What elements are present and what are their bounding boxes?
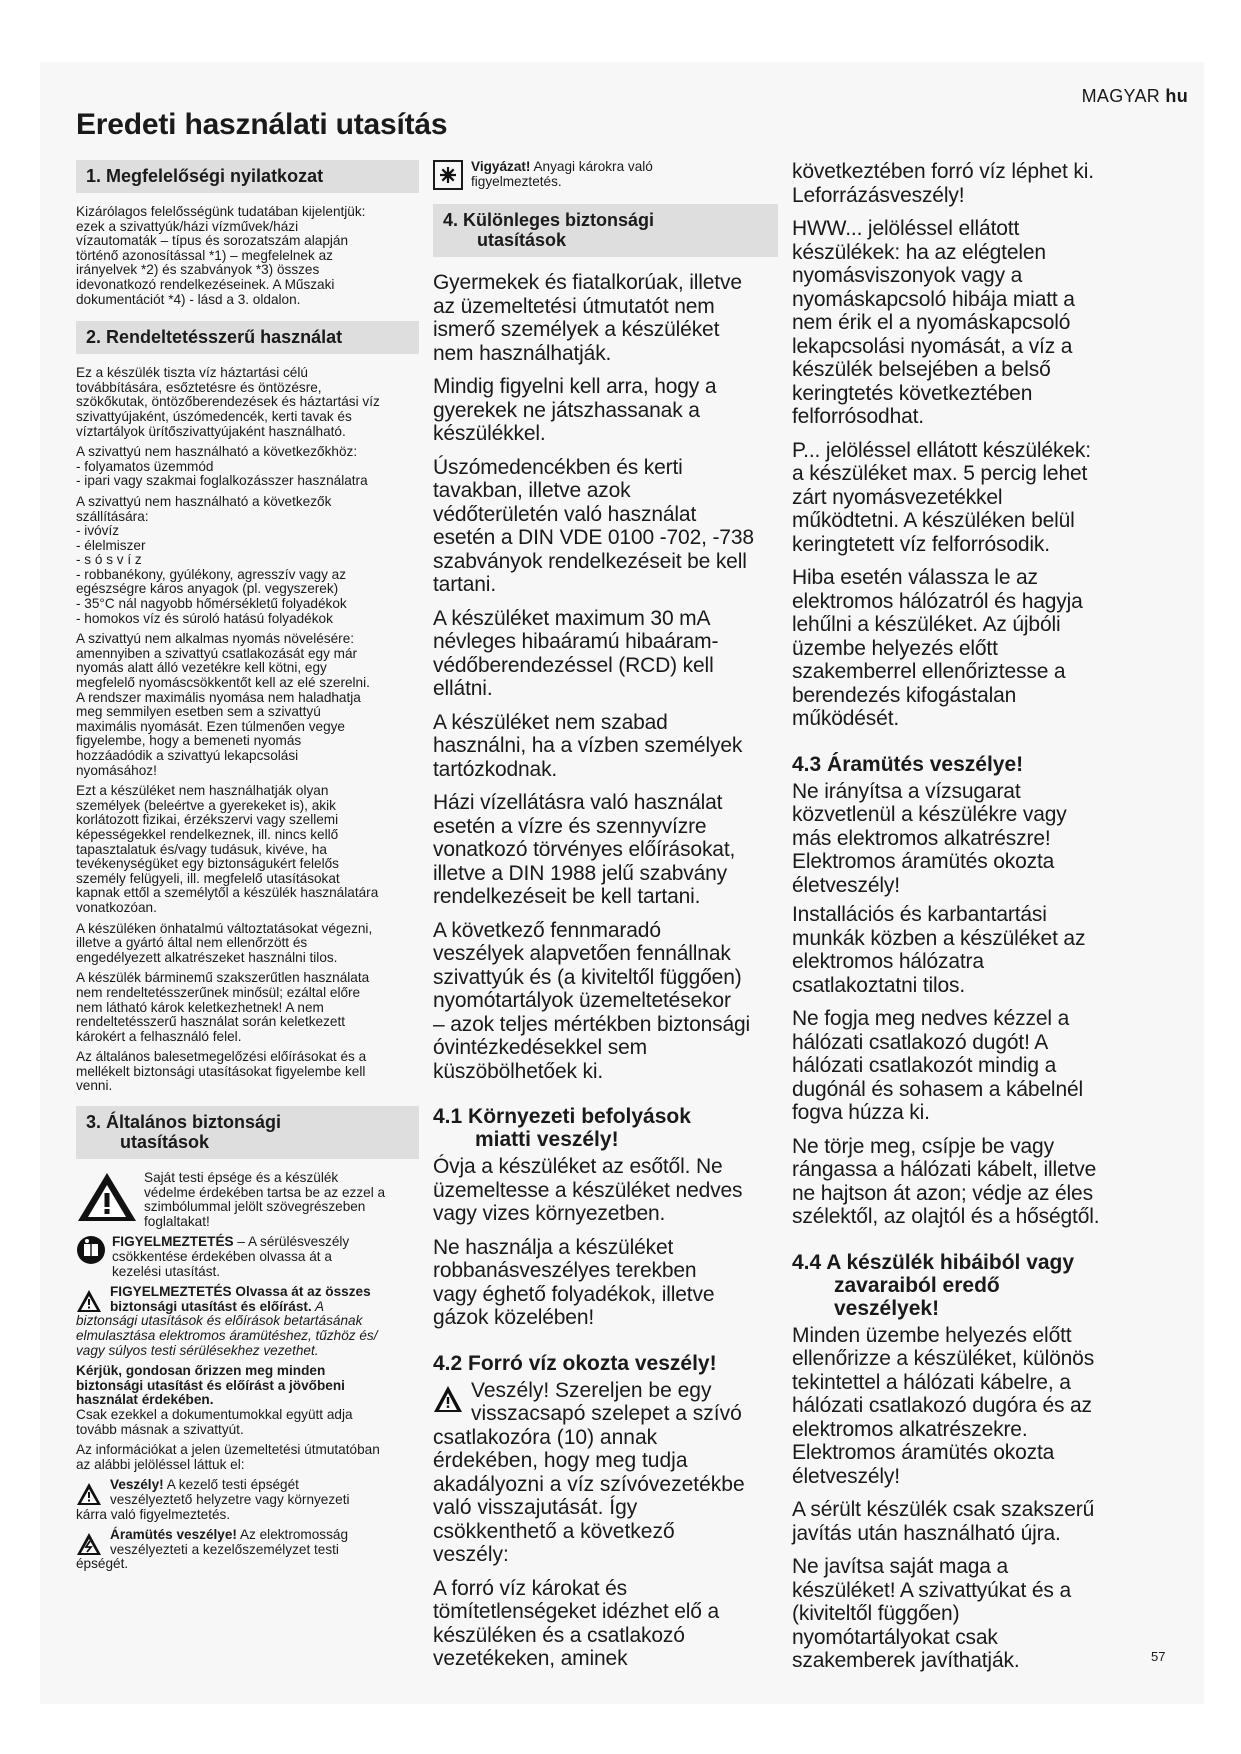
text-line: az üzemeltetési útmutatót nem xyxy=(433,294,715,318)
text-line: Elektromos áramütés okozta xyxy=(792,850,1055,873)
text-line: csatlakozóra (10) annak xyxy=(433,1425,658,1449)
text-line: védelme érdekében tartsa be az ezzel a xyxy=(144,1184,386,1200)
text-line: rendelkezéseit be kell tartani. xyxy=(433,885,701,908)
text-line: berendezés kifogástalan xyxy=(792,683,1017,707)
text-line: Kérjük, gondosan őrizzen meg minden xyxy=(76,1363,326,1379)
text-line: közvetlenül a készülékre vagy xyxy=(792,803,1067,826)
text-line: A készüléket maximum 30 mA xyxy=(433,606,711,630)
text-line: használni, ha a vízben személyek xyxy=(433,734,743,757)
text-line: szélektől, az olajtól és a hőségtől. xyxy=(792,1205,1100,1228)
text-line: Ezt a készüléket nem használhatják olyan xyxy=(76,783,329,799)
text-line: szakemberrel ellenőriztesse a xyxy=(792,660,1066,683)
text-line: javítás után használható újra. xyxy=(792,1521,1061,1545)
text-line: szökőkutak, öntözőberendezések és háztartási víz xyxy=(76,394,380,410)
text-line: - élelmiszer xyxy=(76,537,146,553)
text-line: amennyiben a szivattyú csatlakozását egy már xyxy=(76,645,358,661)
text-line: ezek a szivattyúk/házi vízművek/házi xyxy=(76,218,299,234)
text-line: ellenőrizze a készüléket, különös xyxy=(792,1347,1095,1370)
text-line: tapasztalatuk és/vagy tudásuk, kivéve, ha xyxy=(76,841,327,857)
text-line: nyomásviszonyok vagy a xyxy=(792,264,1023,287)
text-line: szállítására: xyxy=(76,508,149,524)
text-line: Gyermekek és fiatalkorúak, illetve xyxy=(433,271,742,294)
section-2-para-7 xyxy=(76,971,419,1044)
text-line: vagy vizes környezetben. xyxy=(433,1202,666,1225)
text-line: üzemeltesse a készüléket nedves xyxy=(433,1178,743,1202)
text-line: szivattyúk és (a kiviteltől függően) xyxy=(433,965,742,989)
danger-legend: Veszély! A kezelő testi épségét veszélyeztető helyzetre vagy környezeti kárra való figyelmeztetés. xyxy=(76,1477,350,1522)
c3-para-10 xyxy=(792,1498,1137,1545)
text-line: (kiviteltől függően) xyxy=(792,1602,960,1625)
text-line: venni. xyxy=(76,1078,113,1094)
read-manual-row: FIGYELMEZTETÉS – A sérülésveszély csökkentése érdekében olvassa át a kezelési utasítást. xyxy=(76,1235,419,1279)
text-line: robbanásveszélyes terekben xyxy=(433,1259,697,1282)
text-line: - s ó s v í z xyxy=(76,552,142,568)
text-line: tekintettel a hálózati kábelre, a xyxy=(792,1370,1071,1394)
caution-box-icon xyxy=(433,160,463,190)
text-line: Ne fogja meg nedves kézzel a xyxy=(792,1007,1070,1030)
text-line: - ipari vagy szakmai foglalkozásszer használatra xyxy=(76,473,368,489)
text-line: szivattyújaként, úszómedencék, kerti tavak és xyxy=(76,408,352,424)
text-line: esetén a DIN VDE 0100 -702, -738 xyxy=(433,526,754,549)
section-2-para-3 xyxy=(76,495,419,626)
text-line: HWW... jelöléssel ellátott xyxy=(792,217,1020,240)
text-line: Elektromos áramütés okozta xyxy=(792,1441,1055,1464)
text-line: hálózati csatlakozót mindig a xyxy=(792,1054,1057,1077)
s4-para-5 xyxy=(433,711,778,782)
text-line: A készülék bárminemű szakszerűtlen használata xyxy=(76,970,370,986)
text-line: Csak ezekkel a dokumentumokkal együtt adja xyxy=(76,1406,353,1422)
text-line: tartani. xyxy=(433,573,496,596)
text-line: üzembe helyezés előtt xyxy=(792,636,998,660)
text-line: személy felügyeli, ill. megfelelő utasításokat xyxy=(76,870,340,886)
text-line: A rendszer maximális nyomása nem haladhatja xyxy=(76,689,361,705)
text-line: P... jelöléssel ellátott készülékek: xyxy=(792,438,1091,462)
text-line: ne hajtson át azon; védje az éles xyxy=(792,1181,1093,1205)
text-line: továbbítására, esőztetésre és öntözésre, xyxy=(76,379,322,395)
text-line: tovább másnak a szivattyút. xyxy=(76,1421,244,1437)
c3-para-4 xyxy=(792,566,1137,731)
text-line: nyomásához! xyxy=(76,762,157,778)
text-line: védőberendezéssel (RCD) kell xyxy=(433,653,714,677)
text-line: A szivattyú nem alkalmas nyomás növelésére: xyxy=(76,631,355,647)
column-1 xyxy=(76,160,419,1578)
text-line: engedélyezett alkatrészeket használni tilos. xyxy=(76,949,338,965)
s41-para-2 xyxy=(433,1236,778,1330)
text-line: Úszómedencékben és kerti xyxy=(433,455,683,479)
text-line: más elektromos alkatrészre! xyxy=(792,826,1051,850)
heading-4-1: 4.1 Környezeti befolyások miatti veszély! xyxy=(433,1105,691,1151)
text-line: elektromos alkatrészekre. xyxy=(792,1417,1028,1441)
s4-para-3 xyxy=(433,456,778,597)
keep-instructions xyxy=(76,1364,419,1408)
heading-4-3: 4.3 Áramütés veszélye! xyxy=(792,752,1024,776)
text-line: - folyamatos üzemmód xyxy=(76,458,214,474)
text-line: való visszajutását. Így xyxy=(433,1496,638,1519)
text-line: tevékenységüket egy biztonságukért felelős xyxy=(76,856,339,872)
s4-para-7 xyxy=(433,919,778,1084)
text-line: A sérült készülék csak szakszerű xyxy=(792,1498,1095,1521)
text-line: Hiba esetén válassza le az xyxy=(792,566,1038,589)
text-line: hálózati csatlakozó dugóra és az xyxy=(792,1394,1092,1417)
text-line: szakemberek javíthatják. xyxy=(792,1649,1020,1672)
language-label: MAGYAR hu xyxy=(1081,86,1188,106)
text-line: csökkenthető a következő xyxy=(433,1519,675,1543)
text-line: figyelembe, hogy a bemeneti nyomás xyxy=(76,733,302,749)
section-2-para-1 xyxy=(76,366,419,439)
text-line: tartózkodnak. xyxy=(433,757,558,781)
c3-para-1 xyxy=(792,160,1137,207)
text-line: küszöbölhetőek ki. xyxy=(433,1059,604,1083)
text-line: tavakban, illetve azok xyxy=(433,479,631,502)
text-line: veszély: xyxy=(433,1543,509,1566)
text-line: mellékelt biztonsági utasításokat figyelembe kell xyxy=(76,1063,366,1079)
text-line: illetve a DIN 1988 jelű szabvány xyxy=(433,861,728,885)
text-line: Kizárólagos felelősségünk tudatában kijelentjük: xyxy=(76,204,366,219)
heading-4-4: 4.4 A készülék hibáiból vagy zavaraiból eredő veszélyek! xyxy=(792,1250,1075,1320)
text-line: meg semmilyen esetben sem a szivattyú xyxy=(76,704,321,720)
warning-triangle-icon xyxy=(76,1482,102,1506)
text-line: biztonsági utasítások és előírások betartásának xyxy=(76,1313,363,1329)
text-line: vezetékeken, aminek xyxy=(433,1647,628,1670)
text-line: nem használhatják. xyxy=(433,341,612,365)
text-line: dugónál és sohasem a kábelnél xyxy=(792,1077,1084,1101)
section-2-para-6 xyxy=(76,922,419,966)
text-line: A készüléken önhatalmú változtatásokat végezni, xyxy=(76,920,373,936)
text-line: nem látható károk keletkezhetnek! A nem xyxy=(76,999,324,1015)
section-2-heading: 2. Rendeltetésszerű használat xyxy=(76,321,419,354)
c3-para-6 xyxy=(792,903,1137,997)
s4-para-1 xyxy=(433,271,778,365)
text-line: Mindig figyelni kell arra, hogy a xyxy=(433,375,717,398)
text-line: nem rendeltetésszerűnek minősül; ezáltal előre xyxy=(76,984,361,1000)
text-line: készüléken és a csatlakozó xyxy=(433,1623,685,1647)
electric-hazard-icon xyxy=(76,1532,102,1556)
section-2-para-8 xyxy=(76,1050,419,1094)
text-line: tömítetlenségeket idézhet elő a xyxy=(433,1600,720,1623)
text-line: veszélyek alapvetően fennállnak xyxy=(433,942,731,965)
text-line: egészségre káros anyagok (pl. vegyszerek) xyxy=(76,581,339,597)
text-line: megfelelő nyomáscsökkentőt kell az elé szerelni. xyxy=(76,675,370,691)
column-3 xyxy=(792,160,1137,1683)
heading-4-2: 4.2 Forró víz okozta veszély! xyxy=(433,1351,717,1375)
text-line: foglaltakat! xyxy=(144,1213,210,1229)
text-line: Ne használja a készüléket xyxy=(433,1235,674,1259)
text-line: Ne irányítsa a vízsugarat xyxy=(792,779,1021,803)
text-line: Installációs és karbantartási xyxy=(792,903,1047,926)
text-line: elektromos hálózatról és hagyja xyxy=(792,589,1083,613)
text-line: vagy súlyos testi sérülésekhez vezethet. xyxy=(76,1342,319,1358)
text-line: A szivattyú nem használható a következők xyxy=(76,493,332,509)
s4-para-4 xyxy=(433,607,778,701)
text-line: vonatkozóan. xyxy=(76,899,157,915)
text-line: - 35°C nál nagyobb hőmérsékletű folyadékok xyxy=(76,596,347,612)
text-line: képességekkel rendelkeznek, ill. nincs kellő xyxy=(76,826,339,842)
c3-para-7 xyxy=(792,1007,1137,1125)
text-line: használat érdekében. xyxy=(76,1392,214,1408)
text-line: következtében forró víz léphet ki. xyxy=(792,160,1094,183)
warning-triangle-icon xyxy=(76,1171,138,1223)
text-line: lekapcsolási nyomását, a víz a xyxy=(792,334,1073,358)
text-line: hálózati csatlakozó dugót! A xyxy=(792,1030,1049,1054)
text-line: A készüléket nem szabad xyxy=(433,710,668,734)
text-line: Ne javítsa saját maga a xyxy=(792,1555,1008,1578)
s4-para-6 xyxy=(433,791,778,909)
text-line: hozzáadódik a szivattyú lekapcsolási xyxy=(76,748,299,763)
text-line: - robbanékony, gyúlékony, agresszív vagy az xyxy=(76,566,347,582)
text-line: akadályozni a víz szívóvezetékbe xyxy=(433,1472,745,1496)
caution-note: Vigyázat! Anyagi károkra való figyelmeztetés. xyxy=(433,160,778,190)
text-line: vonatkozó törvényes előírásokat, xyxy=(433,838,736,861)
text-line: készülék belsejében a belső xyxy=(792,358,1051,381)
text-line: működését. xyxy=(792,707,900,730)
section-2-para-5 xyxy=(76,784,419,915)
text-line: dokumentációt *4) - lásd a 3. oldalon. xyxy=(76,291,301,307)
text-line: Az általános balesetmegelőzési előírásokat és a xyxy=(76,1049,367,1065)
warning-italic-text xyxy=(76,1314,419,1358)
text-line: esetén a vízre és szennyvízre xyxy=(433,814,707,838)
s4-para-2 xyxy=(433,375,778,446)
text-line: érdekében, hogy meg tudja xyxy=(433,1449,688,1472)
document-title: Eredeti használati utasítás xyxy=(76,108,448,141)
text-line: készülékkel. xyxy=(433,422,546,445)
pass-on-note xyxy=(76,1408,419,1437)
text-line: víztartályok ürítőszivattyújaként használható. xyxy=(76,423,346,439)
text-line: történő azonosítással *1) – megfelelnek az xyxy=(76,247,333,263)
text-line: Veszély! Szereljen be egy xyxy=(471,1378,712,1402)
text-line: lehűlni a készüléket. Az újbóli xyxy=(792,613,1061,636)
text-line: károkért a felhasználó felel. xyxy=(76,1028,242,1044)
text-line: fogva húzza ki. xyxy=(792,1101,930,1124)
text-line: elektromos hálózatra xyxy=(792,950,984,973)
section-2-para-2 xyxy=(76,445,419,489)
text-line: nyomás alatt álló vezetékre kell kötni, egy xyxy=(76,660,327,676)
text-line: gázok közelében! xyxy=(433,1306,595,1329)
text-line: készüléket! A szivattyúkat és a xyxy=(792,1578,1071,1602)
c3-para-9 xyxy=(792,1324,1137,1489)
text-line: szimbólummal jelölt szövegrészeben xyxy=(144,1199,366,1215)
text-line: ismerő személyek a készüléket xyxy=(433,318,720,341)
text-line: keringtetés következtében xyxy=(792,381,1033,405)
text-line: óvintézkedésekkel sem xyxy=(433,1036,647,1059)
text-line: nyomótartályok üzemeltetésekor xyxy=(433,989,731,1012)
c3-para-11 xyxy=(792,1555,1137,1673)
text-line: gyerekek ne játszhassanak a xyxy=(433,398,700,422)
text-line: életveszély! xyxy=(792,1464,900,1488)
safety-symbol-text xyxy=(144,1171,419,1229)
text-line: csatlakoztatni tilos. xyxy=(792,973,966,997)
text-line: irányelvek *2) és szabványok *3) összes xyxy=(76,262,320,278)
text-line: védőterületén való használat xyxy=(433,502,697,526)
text-line: A szivattyú nem használható a következőkhöz: xyxy=(76,444,358,460)
text-line: elmulasztása elektromos áramütéshez, tűzhöz és/ xyxy=(76,1328,378,1343)
text-line: személyek (beleértve a gyerekeket is), akik xyxy=(76,797,336,813)
warning-triangle-icon xyxy=(76,1289,102,1313)
text-line: kapnak ettől a személytől a készülék használatára xyxy=(76,885,379,901)
text-line: - ivóvíz xyxy=(76,523,120,539)
text-line: ellátni. xyxy=(433,677,493,700)
text-line: nyomáskapcsoló hibája miatt a xyxy=(792,287,1075,311)
warning-triangle-icon xyxy=(433,1385,463,1413)
text-line: névleges hibaáramú hibaáram- xyxy=(433,630,719,653)
text-line: rángassa a hálózati kábelt, illetve xyxy=(792,1158,1097,1181)
read-manual-icon xyxy=(76,1235,106,1265)
electric-shock-legend: Áramütés veszélye! Az elektromosság veszélyezteti a kezelőszemélyzet testi épségét. xyxy=(76,1527,349,1572)
text-line: – azok teljes mértékben biztonsági xyxy=(433,1012,751,1036)
text-line: működtetni. A készüléken belül xyxy=(792,509,1075,532)
c3-para-3 xyxy=(792,439,1137,557)
text-line: illetve a gyártó által nem ellenőrzött és xyxy=(76,935,308,951)
section-4-heading: 4. Különleges biztonsági utasítások xyxy=(433,204,778,257)
section-2-para-4 xyxy=(76,632,419,778)
s42-para-2 xyxy=(433,1577,778,1671)
info-intro xyxy=(76,1443,419,1472)
c3-para-2 xyxy=(792,217,1137,429)
text-line: nem érik el a nyomáskapcsoló xyxy=(792,311,1071,334)
text-line: Saját testi épsége és a készülék xyxy=(144,1170,339,1186)
text-line: Házi vízellátásra való használat xyxy=(433,791,723,814)
text-line: - homokos víz és súroló hatású folyadékok xyxy=(76,610,333,626)
text-line: zárt nyomásvezetékkel xyxy=(792,485,1003,509)
page-number: 57 xyxy=(1151,1649,1166,1664)
text-line: munkák közben a készüléket az xyxy=(792,926,1086,950)
text-line: idevonatkozó rendelkezéseinek. A Műszaki xyxy=(76,276,335,292)
text-line: életveszély! xyxy=(792,873,900,897)
text-line: korlátozott fizikai, érzékszervi vagy szellemi xyxy=(76,812,339,828)
text-line: vagy éghető folyadékok, illetve xyxy=(433,1282,715,1306)
text-line: visszacsapó szelepet a szívó xyxy=(471,1402,742,1425)
text-line: vízautomaták – típus és sorozatszám alapján xyxy=(76,233,349,249)
text-line: maximális nyomását. Ezen túlmenően vegye xyxy=(76,718,345,734)
text-line: Minden üzembe helyezés előtt xyxy=(792,1323,1072,1347)
text-line: szabványok rendelkezéseit be kell xyxy=(433,549,747,573)
section-1-heading: 1. Megfelelőségi nyilatkozat xyxy=(76,160,419,193)
text-line: Az információkat a jelen üzemeltetési útmutatóban xyxy=(76,1442,380,1458)
warning-read-all: FIGYELMEZTETÉS Olvassa át az összes biztonsági utasítást és előírást. A biztonsági utasítások és előírások betartásának elmulasztása elektromos áramütéshez, tűzhöz és/ vagy súlyos testi sérülésekhez vezethet. xyxy=(76,1285,419,1358)
text-line: a készüléket max. 5 percig lehet xyxy=(792,462,1088,485)
section-3-heading: 3. Általános biztonsági utasítások xyxy=(76,1106,419,1159)
text-line: biztonsági utasítást és előírást a jövőbeni xyxy=(76,1377,345,1393)
text-line: nyomótartályokat csak xyxy=(792,1625,998,1649)
text-line: rendeltetésszerű használat során keletkezett xyxy=(76,1014,346,1030)
text-line: az alábbi jelöléssel láttuk el: xyxy=(76,1456,245,1472)
s41-para-1 xyxy=(433,1155,778,1226)
text-line: Ez a készülék tiszta víz háztartási célú xyxy=(76,365,308,381)
section-1-text xyxy=(76,205,419,307)
s42-para-1 xyxy=(433,1379,778,1567)
text-line: Ne törje meg, csípje be vagy xyxy=(792,1134,1054,1158)
c3-para-8 xyxy=(792,1135,1137,1229)
text-line: A forró víz károkat és xyxy=(433,1576,627,1600)
c3-para-5 xyxy=(792,780,1137,898)
text-line: készülékek: ha az elégtelen xyxy=(792,240,1046,264)
text-line: felforrósodhat. xyxy=(792,405,924,428)
column-2 xyxy=(433,160,778,1681)
text-line: Leforrázásveszély! xyxy=(792,183,965,207)
text-line: Óvja a készüléket az esőtől. Ne xyxy=(433,1155,723,1178)
safety-symbol-row xyxy=(76,1171,419,1229)
text-line: A következő fennmaradó xyxy=(433,918,661,942)
text-line: keringtetett víz felforrósodik. xyxy=(792,532,1050,556)
